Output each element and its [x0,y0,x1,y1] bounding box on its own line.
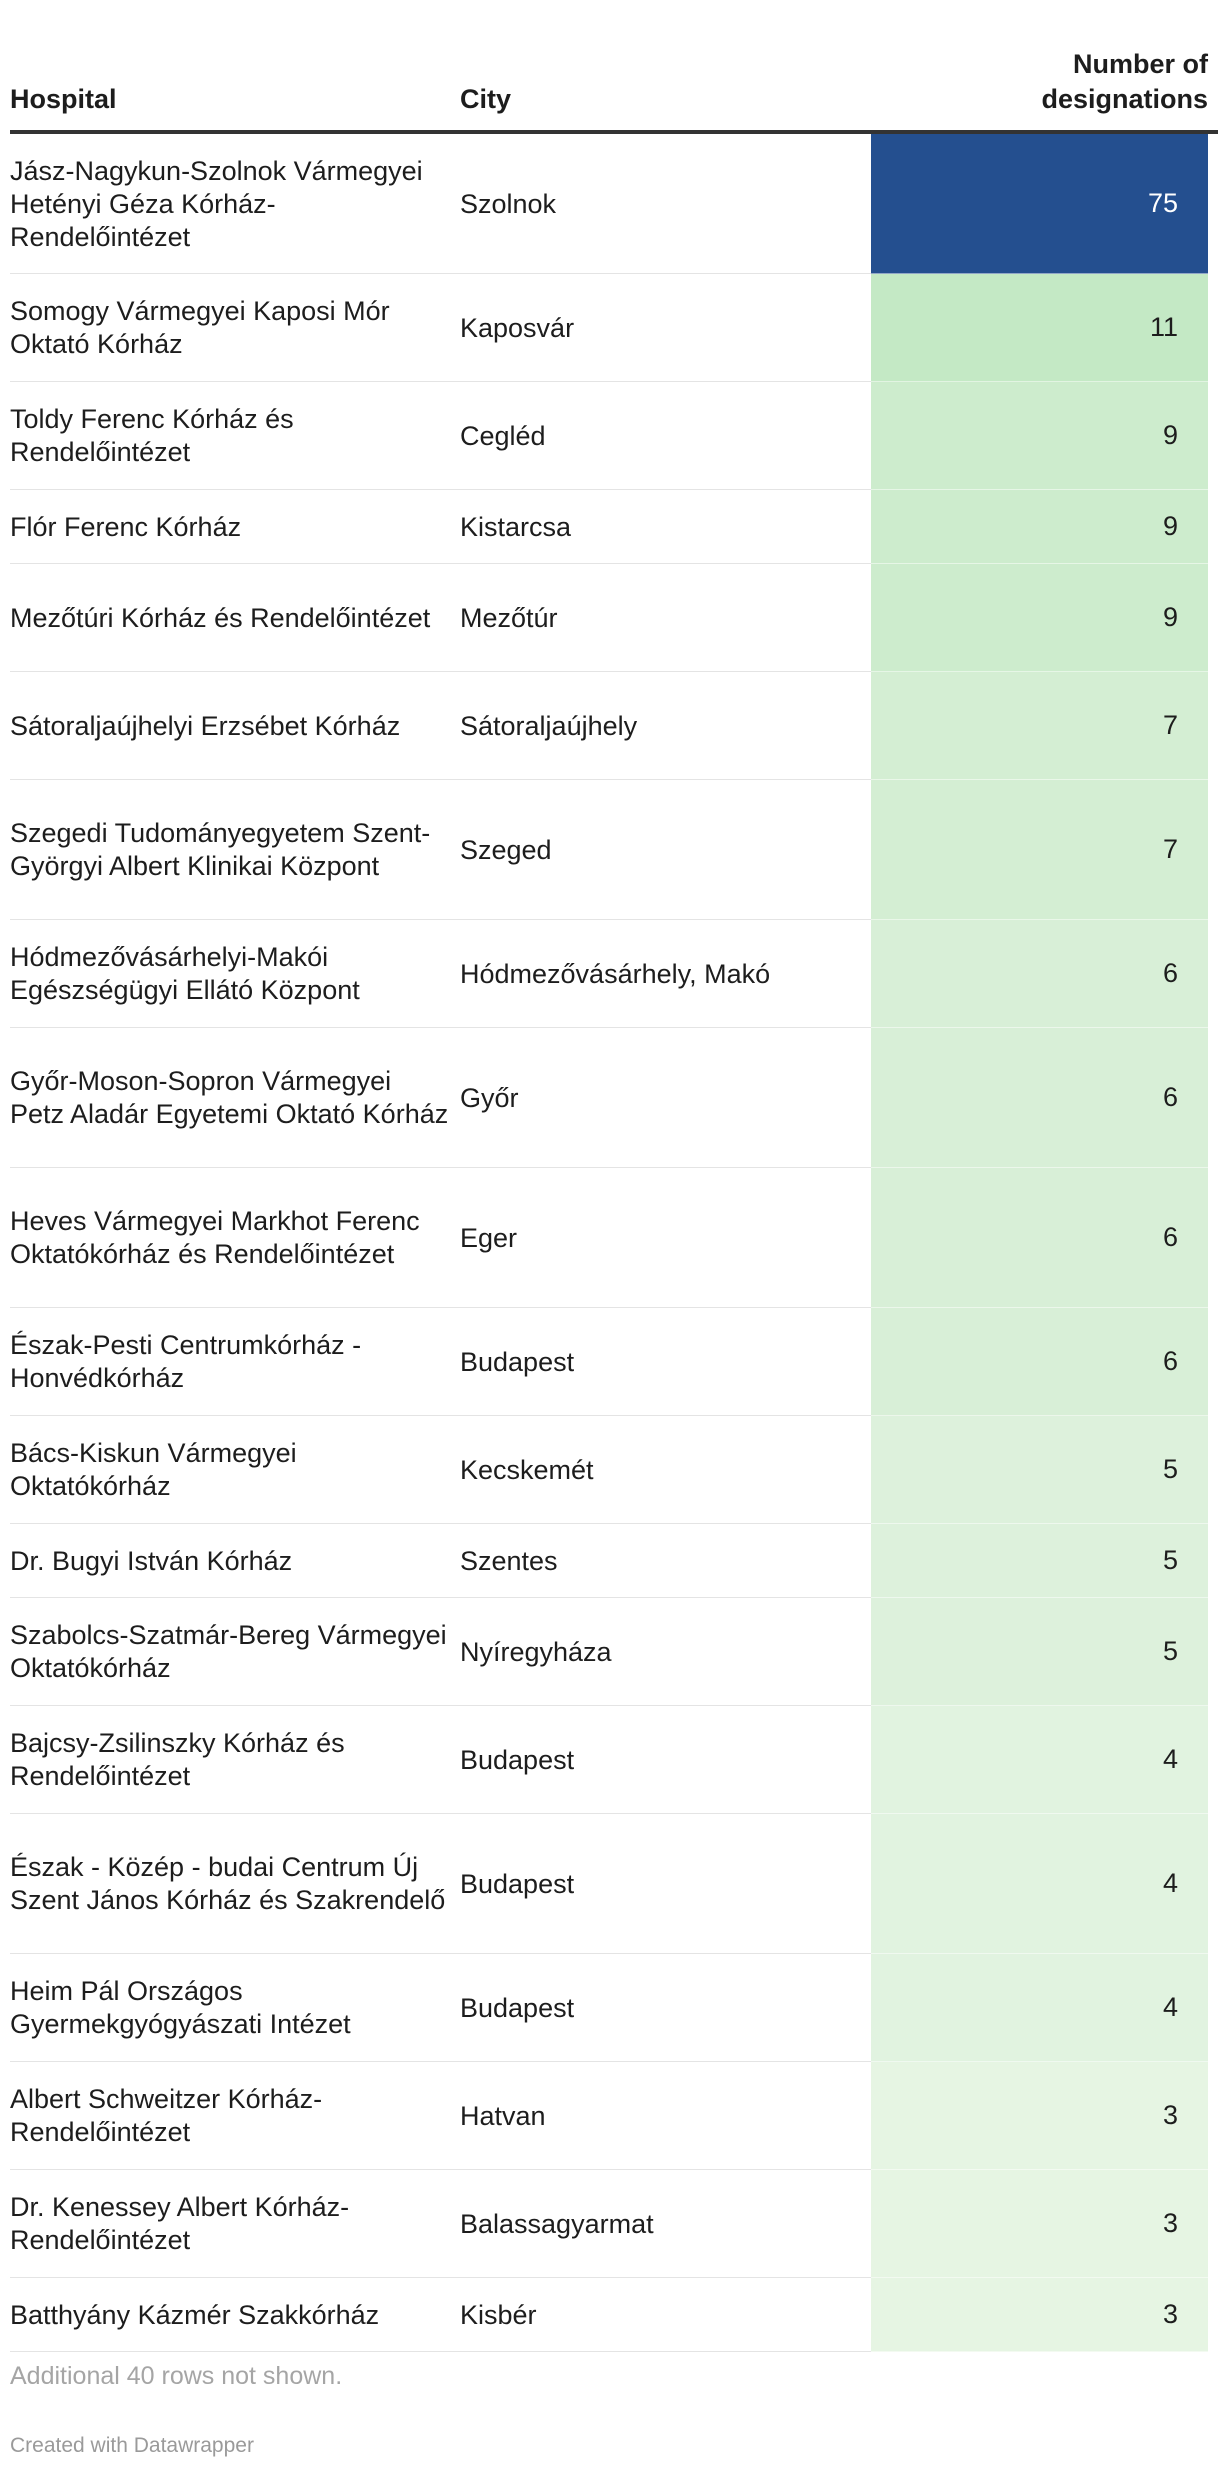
hospital-cell: Észak - Közép - budai Centrum Új Szent János Kórház és Szakrendelő [10,1852,446,1915]
city-cell: Kisbér [460,2299,537,2330]
designations-cell: 6 [871,920,1208,1028]
city-cell: Budapest [460,1992,575,2023]
hospital-cell: Albert Schweitzer Kórház-Rendelőintézet [10,2084,323,2147]
datawrapper-credit[interactable]: Created with Datawrapper [10,2434,254,2457]
city-cell: Eger [460,1222,518,1253]
designations-cell: 5 [871,1524,1208,1598]
hospital-cell: Heim Pál Országos Gyermekgyógyászati Intézet [10,1976,351,2039]
designations-cell: 6 [871,1028,1208,1168]
city-cell: Hatvan [460,2100,546,2131]
hospital-cell: Hódmezővásárhelyi-Makói Egészségügyi Ellátó Központ [10,942,360,1005]
table-row [10,274,1218,382]
table-row [10,920,1218,1028]
header-city[interactable]: City [460,84,512,114]
table-row [10,2278,1218,2352]
city-cell: Kecskemét [460,1454,594,1485]
header-designations[interactable] [871,47,1208,130]
hospital-cell: Flór Ferenc Kórház [10,511,242,542]
hospital-cell: Győr-Moson-Sopron Vármegyei Petz Aladár Egyetemi Oktató Kórház [10,1066,449,1129]
designations-cell: 6 [871,1308,1208,1416]
table-row [10,1706,1218,1814]
hospital-cell: Bajcsy-Zsilinszky Kórház és Rendelőintézet [10,1728,345,1791]
city-cell: Szeged [460,834,552,865]
city-cell: Nyíregyháza [460,1636,612,1667]
designations-cell: 9 [871,490,1208,564]
city-cell: Cegléd [460,420,546,451]
table-header-row [10,0,1218,134]
table-row [10,134,1218,274]
hospital-cell: Szegedi Tudományegyetem Szent-Györgyi Albert Klinikai Központ [10,818,431,881]
city-cell: Budapest [460,1744,575,1775]
table-row [10,1954,1218,2062]
hospital-cell: Heves Vármegyei Markhot Ferenc Oktatókórház és Rendelőintézet [10,1206,420,1269]
table-row [10,1308,1218,1416]
table-row [10,2062,1218,2170]
hospital-cell: Somogy Vármegyei Kaposi Mór Oktató Kórház [10,296,390,359]
city-cell: Mezőtúr [460,602,558,633]
hospital-cell: Mezőtúri Kórház és Rendelőintézet [10,602,431,633]
designations-cell: 9 [871,564,1208,672]
city-cell: Sátoraljaújhely [460,710,638,741]
designations-cell: 4 [871,1814,1208,1954]
hospital-cell: Szabolcs-Szatmár-Bereg Vármegyei Oktatókórház [10,1620,447,1683]
designations-cell: 5 [871,1416,1208,1524]
designations-cell: 5 [871,1598,1208,1706]
table-row [10,780,1218,920]
city-cell: Győr [460,1082,519,1113]
table-row [10,1814,1218,1954]
table-row [10,1168,1218,1308]
data-table [10,0,1218,2352]
table-row [10,1598,1218,1706]
table-row [10,672,1218,780]
hospital-cell: Batthyány Kázmér Szakkórház [10,2299,380,2330]
table-row [10,1416,1218,1524]
hospital-cell: Dr. Bugyi István Kórház [10,1545,293,1576]
table-row [10,382,1218,490]
table-body [10,134,1218,2352]
designations-cell: 9 [871,382,1208,490]
hospital-cell: Toldy Ferenc Kórház és Rendelőintézet [10,404,294,467]
table-row [10,2170,1218,2278]
table-row [10,564,1218,672]
city-cell: Kistarcsa [460,511,572,542]
designations-cell: 75 [871,134,1208,274]
city-cell: Budapest [460,1346,575,1377]
city-cell: Hódmezővásárhely, Makó [460,958,771,989]
table-row [10,1028,1218,1168]
city-cell: Balassagyarmat [460,2208,654,2239]
table-row [10,1524,1218,1598]
hospital-cell: Sátoraljaújhelyi Erzsébet Kórház [10,710,401,741]
city-cell: Szentes [460,1545,558,1576]
hospital-cell: Bács-Kiskun Vármegyei Oktatókórház [10,1438,297,1501]
designations-cell: 7 [871,780,1208,920]
rows-hidden-note: Additional 40 rows not shown. [10,2362,343,2390]
table-row [10,490,1218,564]
designations-cell: 3 [871,2062,1208,2170]
header-designations-line1: Number of [1073,49,1208,79]
header-hospital[interactable]: Hospital [10,84,117,114]
designations-cell: 3 [871,2170,1208,2278]
designations-cell: 6 [871,1168,1208,1308]
designations-cell: 4 [871,1706,1208,1814]
designations-cell: 11 [871,274,1208,382]
hospital-cell: Dr. Kenessey Albert Kórház-Rendelőintézet [10,2192,350,2255]
city-cell: Budapest [460,1868,575,1899]
hospital-cell: Észak-Pesti Centrumkórház - Honvédkórház [10,1330,362,1393]
city-cell: Szolnok [460,188,557,219]
city-cell: Kaposvár [460,312,575,343]
designations-cell: 3 [871,2278,1208,2352]
designations-cell: 7 [871,672,1208,780]
hospital-cell: Jász-Nagykun-Szolnok Vármegyei Hetényi Géza Kórház-Rendelőintézet [10,155,423,252]
designations-cell: 4 [871,1954,1208,2062]
header-designations-line2: designations [1041,84,1208,114]
